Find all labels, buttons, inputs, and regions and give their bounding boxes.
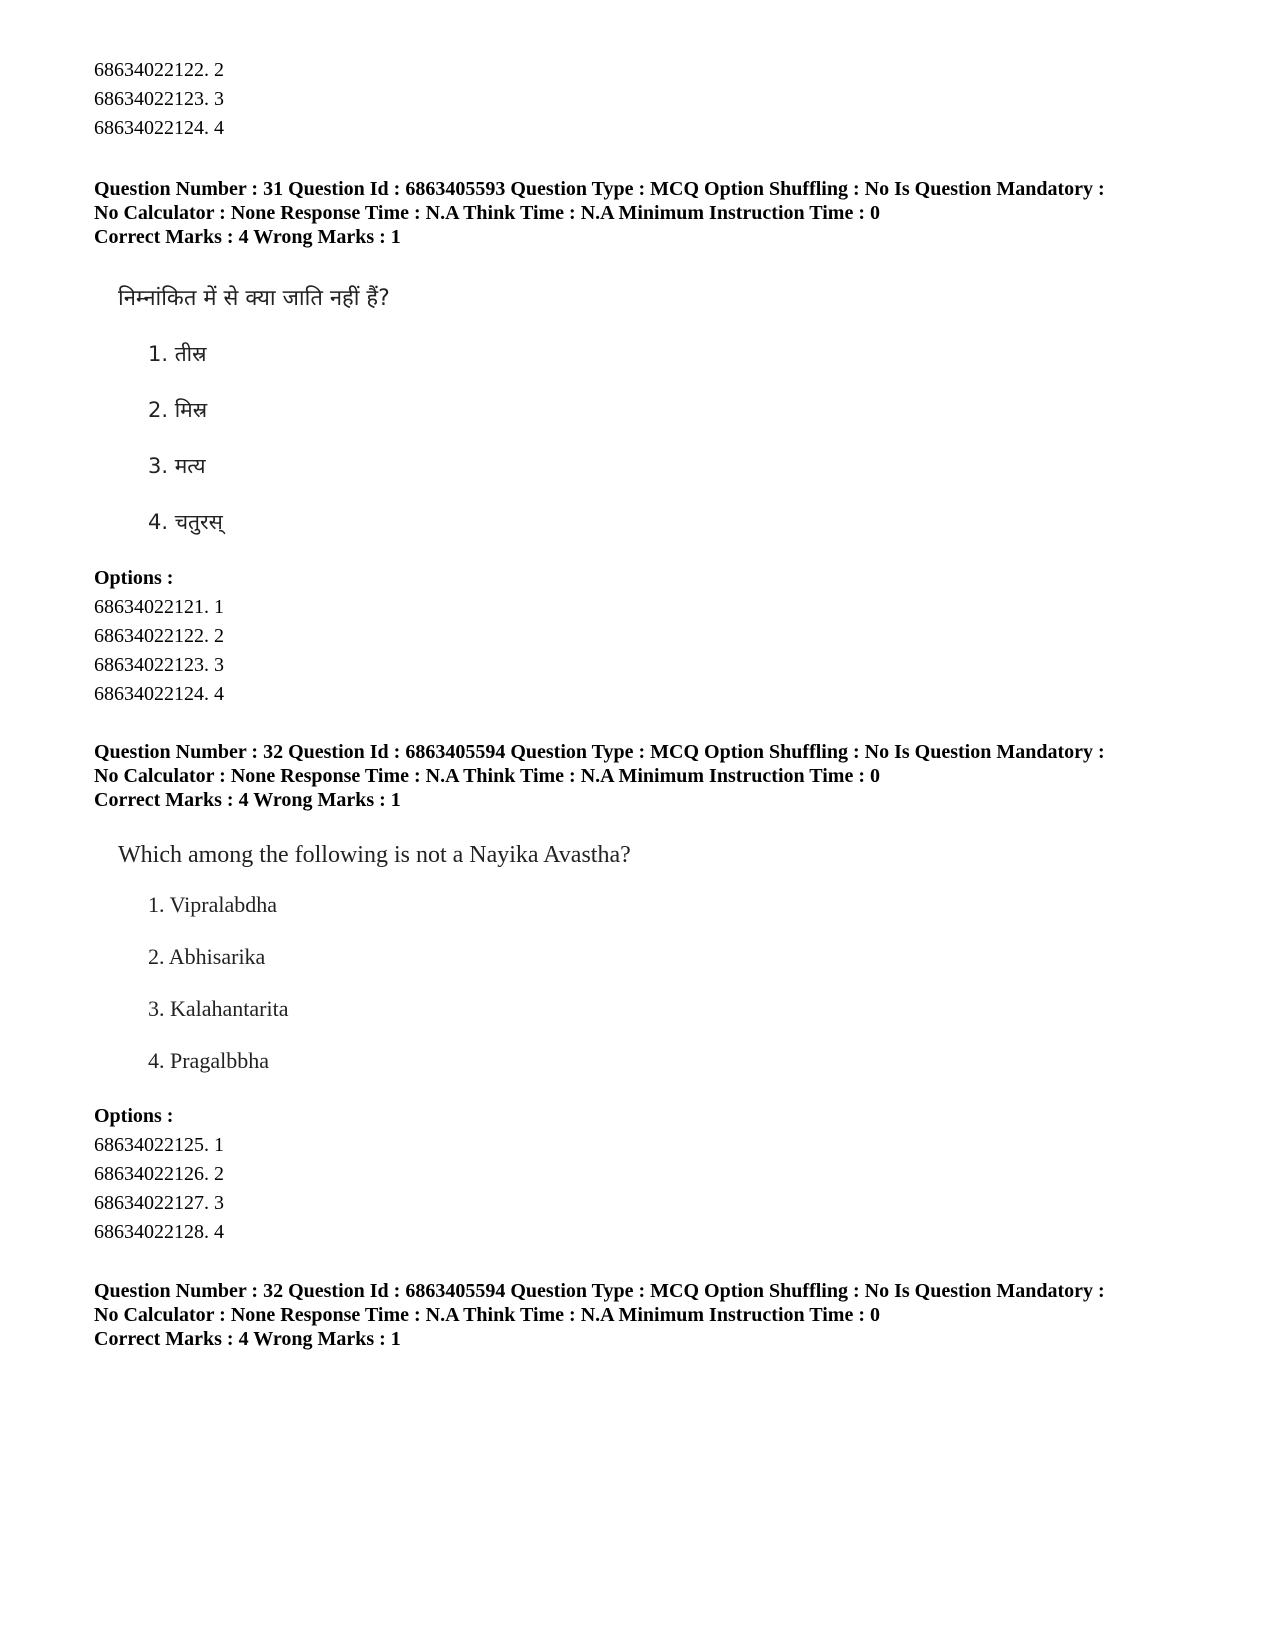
option-line: 68634022127. 3 [94,1192,224,1214]
options-label: Options : [94,567,174,589]
option-line: 68634022122. 2 [94,59,224,81]
option-line: 68634022123. 3 [94,654,224,676]
answer-choice-3: 3. मत्य [148,454,206,478]
question-31-options [94,564,1204,709]
answer-choice-1: 1. Vipralabdha [148,892,278,917]
question-marks: Correct Marks : 4 Wrong Marks : 1 [94,1328,401,1350]
question-31-header [94,177,1204,249]
option-line: 68634022123. 3 [94,88,224,110]
question-meta-line1: Question Number : 31 Question Id : 6863405593 Question Type : MCQ Option Shuffling : No Is Question Mandatory : [94,178,1105,200]
question-meta-line2: No Calculator : None Response Time : N.A Think Time : N.A Minimum Instruction Time : 0 [94,765,880,787]
answer-choice-1: 1. तीस्र [148,342,207,366]
answer-choice-3: 3. Kalahantarita [148,996,289,1021]
question-32-body [118,840,1018,1090]
previous-options-list [94,56,1204,143]
answer-choice-2: 2. मिस्र [148,398,208,422]
question-meta-line1: Question Number : 32 Question Id : 6863405594 Question Type : MCQ Option Shuffling : No Is Question Mandatory : [94,1280,1105,1302]
question-meta-line1: Question Number : 32 Question Id : 6863405594 Question Type : MCQ Option Shuffling : No Is Question Mandatory : [94,741,1105,763]
answer-choice-2: 2. Abhisarika [148,944,266,969]
option-line: 68634022124. 4 [94,683,224,705]
option-line: 68634022128. 4 [94,1221,224,1243]
option-line: 68634022124. 4 [94,117,224,139]
question-meta-line2: No Calculator : None Response Time : N.A Think Time : N.A Minimum Instruction Time : 0 [94,202,880,224]
answer-choice-4: 4. चतुरस् [148,510,223,534]
question-text: Which among the following is not a Nayika Avastha? [118,842,631,868]
question-32-header [94,740,1204,812]
option-line: 68634022121. 1 [94,596,224,618]
question-31-body [118,284,1018,554]
option-line: 68634022122. 2 [94,625,224,647]
option-line: 68634022126. 2 [94,1163,224,1185]
answer-choice-4: 4. Pragalbbha [148,1048,269,1073]
question-32-repeat-header [94,1279,1204,1351]
options-label: Options : [94,1105,174,1127]
question-meta-line2: No Calculator : None Response Time : N.A Think Time : N.A Minimum Instruction Time : 0 [94,1304,880,1326]
question-text: निम्नांकित में से क्या जाति नहीं हैं? [118,286,390,311]
question-marks: Correct Marks : 4 Wrong Marks : 1 [94,789,401,811]
question-32-options [94,1102,1204,1247]
question-marks: Correct Marks : 4 Wrong Marks : 1 [94,226,401,248]
option-line: 68634022125. 1 [94,1134,224,1156]
